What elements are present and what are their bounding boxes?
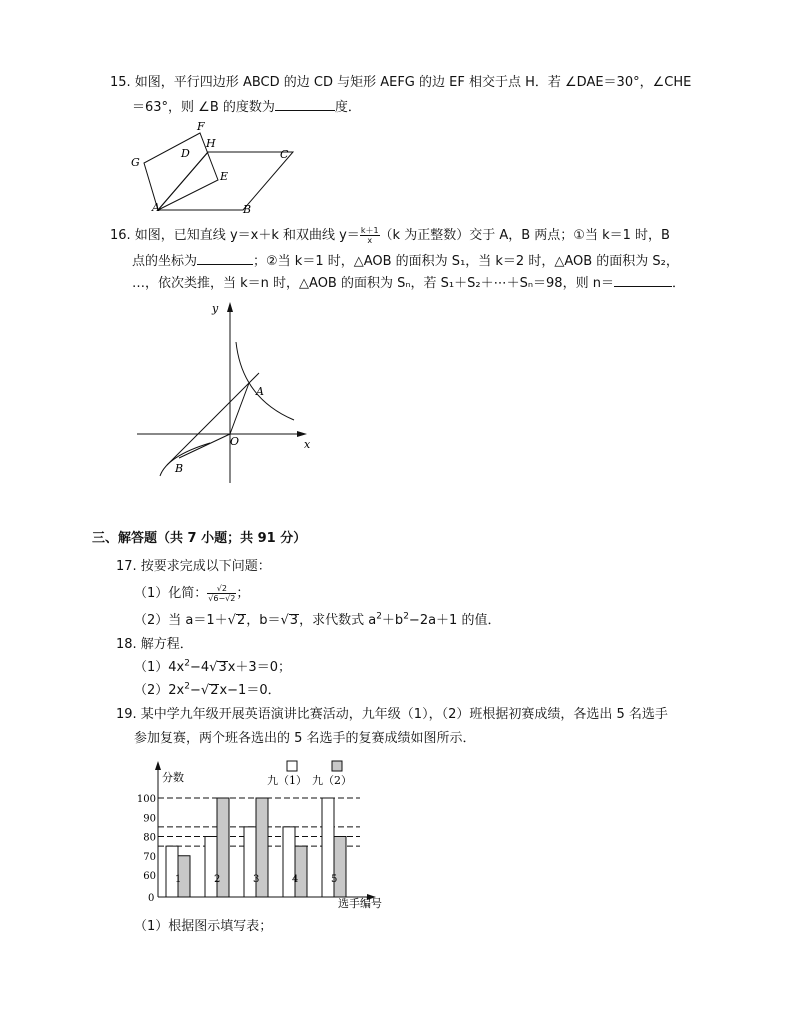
label-d: D [181, 147, 190, 160]
x-tick-label-3: 3 [253, 874, 260, 885]
q19-sub1: （1）根据图示填写表； [134, 919, 273, 934]
q18-part2-text-b: − [189, 683, 201, 698]
q17-den-b: −√2 [218, 594, 236, 603]
q15-line2-text-b: 度． [334, 100, 361, 115]
label-a: A [152, 201, 160, 214]
bar-1-1 [166, 846, 178, 897]
q16-fraction-numerator: k＋1 [360, 226, 379, 235]
bar-1-4 [283, 827, 295, 897]
label-b: B [175, 462, 184, 475]
q18-part1-sqrt: 3 [218, 660, 227, 675]
q16-fraction-denominator: x [367, 236, 373, 245]
bar-1-3 [244, 827, 256, 897]
q18-part1-text-c: x＋3＝0； [227, 660, 291, 675]
y-axis-arrow [155, 761, 161, 770]
label-o: O [230, 435, 240, 448]
q17-fraction [207, 584, 236, 603]
q16-line2 [132, 252, 679, 271]
q16-answer-blank-1[interactable] [197, 252, 253, 265]
label-e: E [220, 170, 229, 183]
q15-answer-blank[interactable] [275, 98, 335, 111]
q17-fraction-denominator [207, 594, 236, 603]
q18-part2-sup: 2 [184, 681, 190, 692]
q17-den-a: √6 [208, 594, 219, 603]
q19-line2: 参加复赛，两个班各选出的 5 名选手的复赛成绩如图所示． [134, 731, 476, 746]
label-b: B [243, 203, 252, 216]
origin-label: 0 [148, 893, 155, 904]
bar-2-5 [334, 837, 346, 898]
x-tick-label-5: 5 [331, 874, 338, 885]
chart-legend [267, 761, 352, 787]
legend-label-2: 九（2） [312, 774, 352, 787]
q18-part1-text-a: （1）4x [134, 660, 185, 675]
q17-part2-text-d: ＋b [381, 613, 404, 628]
q15-line2-text-a: ＝63°，则 ∠B 的度数为 [132, 100, 275, 115]
y-axis-title: 分数 [162, 771, 184, 784]
q18-part2-text-a: （2）2x [134, 683, 185, 698]
label-h: H [206, 137, 216, 150]
q16-line2-text-b: ；②当 k＝1 时，△AOB 的面积为 S₁，当 k＝2 时，△AOB 的面积为 S₂， [253, 254, 679, 269]
legend-label-1: 九（1） [267, 774, 307, 787]
section3-title: 三、解答题（共 7 小题；共 91 分） [92, 531, 307, 546]
q17-part2-text-e: −2a＋1 的值． [408, 613, 501, 628]
q17-stem: 17. 按要求完成以下问题： [116, 559, 271, 574]
q17-part1-text-a: （1）化简： [134, 586, 208, 601]
q16-line1-text-a: 16. 如图，已知直线 y＝x＋k 和双曲线 y＝ [110, 228, 360, 243]
q18-stem: 18. 解方程． [116, 637, 193, 652]
q15-line1: 15. 如图，平行四边形 ABCD 的边 CD 与矩形 AEFG 的边 EF 相交于点 H．若 ∠DAE＝30°，∠CHE [110, 75, 692, 90]
q17-part2-text-c: ，求代数式 a [299, 613, 377, 628]
x-tick-label-1: 1 [175, 874, 182, 885]
q18-part2-sqrt: 2 [210, 683, 219, 698]
y-tick-label-80: 80 [143, 832, 156, 844]
q16-line1-text-b: （k 为正整数）交于 A，B 两点；①当 k＝1 时，B [379, 228, 670, 243]
hyperbola-branch-1 [236, 342, 294, 420]
q17-sup-1: 2 [376, 611, 382, 622]
line-y-eq-x-plus-k [167, 373, 259, 465]
y-axis-arrow [227, 302, 233, 312]
q16-line3 [132, 274, 685, 293]
label-c: C [280, 148, 289, 161]
q17-part1 [134, 584, 249, 603]
q15-parallelogram-figure [128, 118, 303, 218]
bar-1-2 [205, 837, 217, 898]
segment-oa [230, 383, 249, 434]
x-tick-label-4: 4 [292, 874, 299, 885]
q17-part2-text-a: （2）当 a＝1＋ [134, 613, 228, 628]
q16-line1 [110, 226, 670, 245]
legend-swatch-2 [332, 761, 342, 771]
label-y: y [212, 302, 219, 315]
q17-sqrt-1: 2 [236, 613, 246, 628]
label-a: A [256, 385, 264, 398]
q18-part2: $(2)2x^2-√2x-1=0$． [134, 681, 281, 698]
q18-part2-text-c: x−1＝0． [219, 683, 281, 698]
q18-part1-sup: 2 [184, 658, 190, 669]
x-tick-label-2: 2 [214, 874, 221, 885]
segment-ad [158, 152, 208, 210]
q19-bar-chart [120, 755, 410, 915]
q16-line2-text-a: 点的坐标为 [132, 254, 198, 269]
hyperbola-branch-3 [160, 443, 210, 476]
q15-line2 [132, 98, 361, 117]
q16-line3-text-b: ． [671, 276, 685, 291]
bar-2-4 [295, 846, 307, 897]
q16-fraction [360, 226, 380, 245]
y-tick-label-60: 60 [143, 871, 156, 882]
q17-part2-text-b: ，b＝ [246, 613, 281, 628]
q17-part1-text-b: ； [236, 586, 250, 601]
x-axis-arrow [297, 431, 307, 437]
y-tick-label-90: 90 [143, 813, 156, 825]
label-g: G [131, 156, 140, 169]
q18-part1-text-b: −4 [189, 660, 210, 675]
q17-fraction-numerator: √2 [207, 584, 236, 594]
q17-sqrt-2: 3 [289, 613, 299, 628]
q17-part2: （2）当 a＝1＋√2，b＝√3，求代数式 $a^2+b^2-2a+1$ 的值． [134, 611, 501, 628]
y-tick-label-100: 100 [136, 794, 156, 805]
q19-line1: 19. 某中学九年级开展英语演讲比赛活动，九年级（1），（2）班根据初赛成绩，各选出 5 名选手 [116, 707, 668, 722]
q18-part1: $(1)4x^2-4√3x+3=0$； [134, 658, 291, 675]
y-tick-label-70: 70 [143, 851, 156, 863]
label-f: F [197, 120, 205, 133]
q16-line3-text-a: …，依次类推，当 k＝n 时，△AOB 的面积为 Sₙ，若 S₁＋S₂＋⋯＋Sₙ＝98，则 n＝ [132, 276, 614, 291]
x-axis-title: 选手编号 [338, 897, 382, 910]
legend-swatch-1 [287, 761, 297, 771]
label-x: x [304, 438, 311, 451]
q17-sup-2: 2 [403, 611, 409, 622]
q16-answer-blank-2[interactable] [614, 274, 672, 287]
q16-graph-figure [132, 298, 322, 488]
